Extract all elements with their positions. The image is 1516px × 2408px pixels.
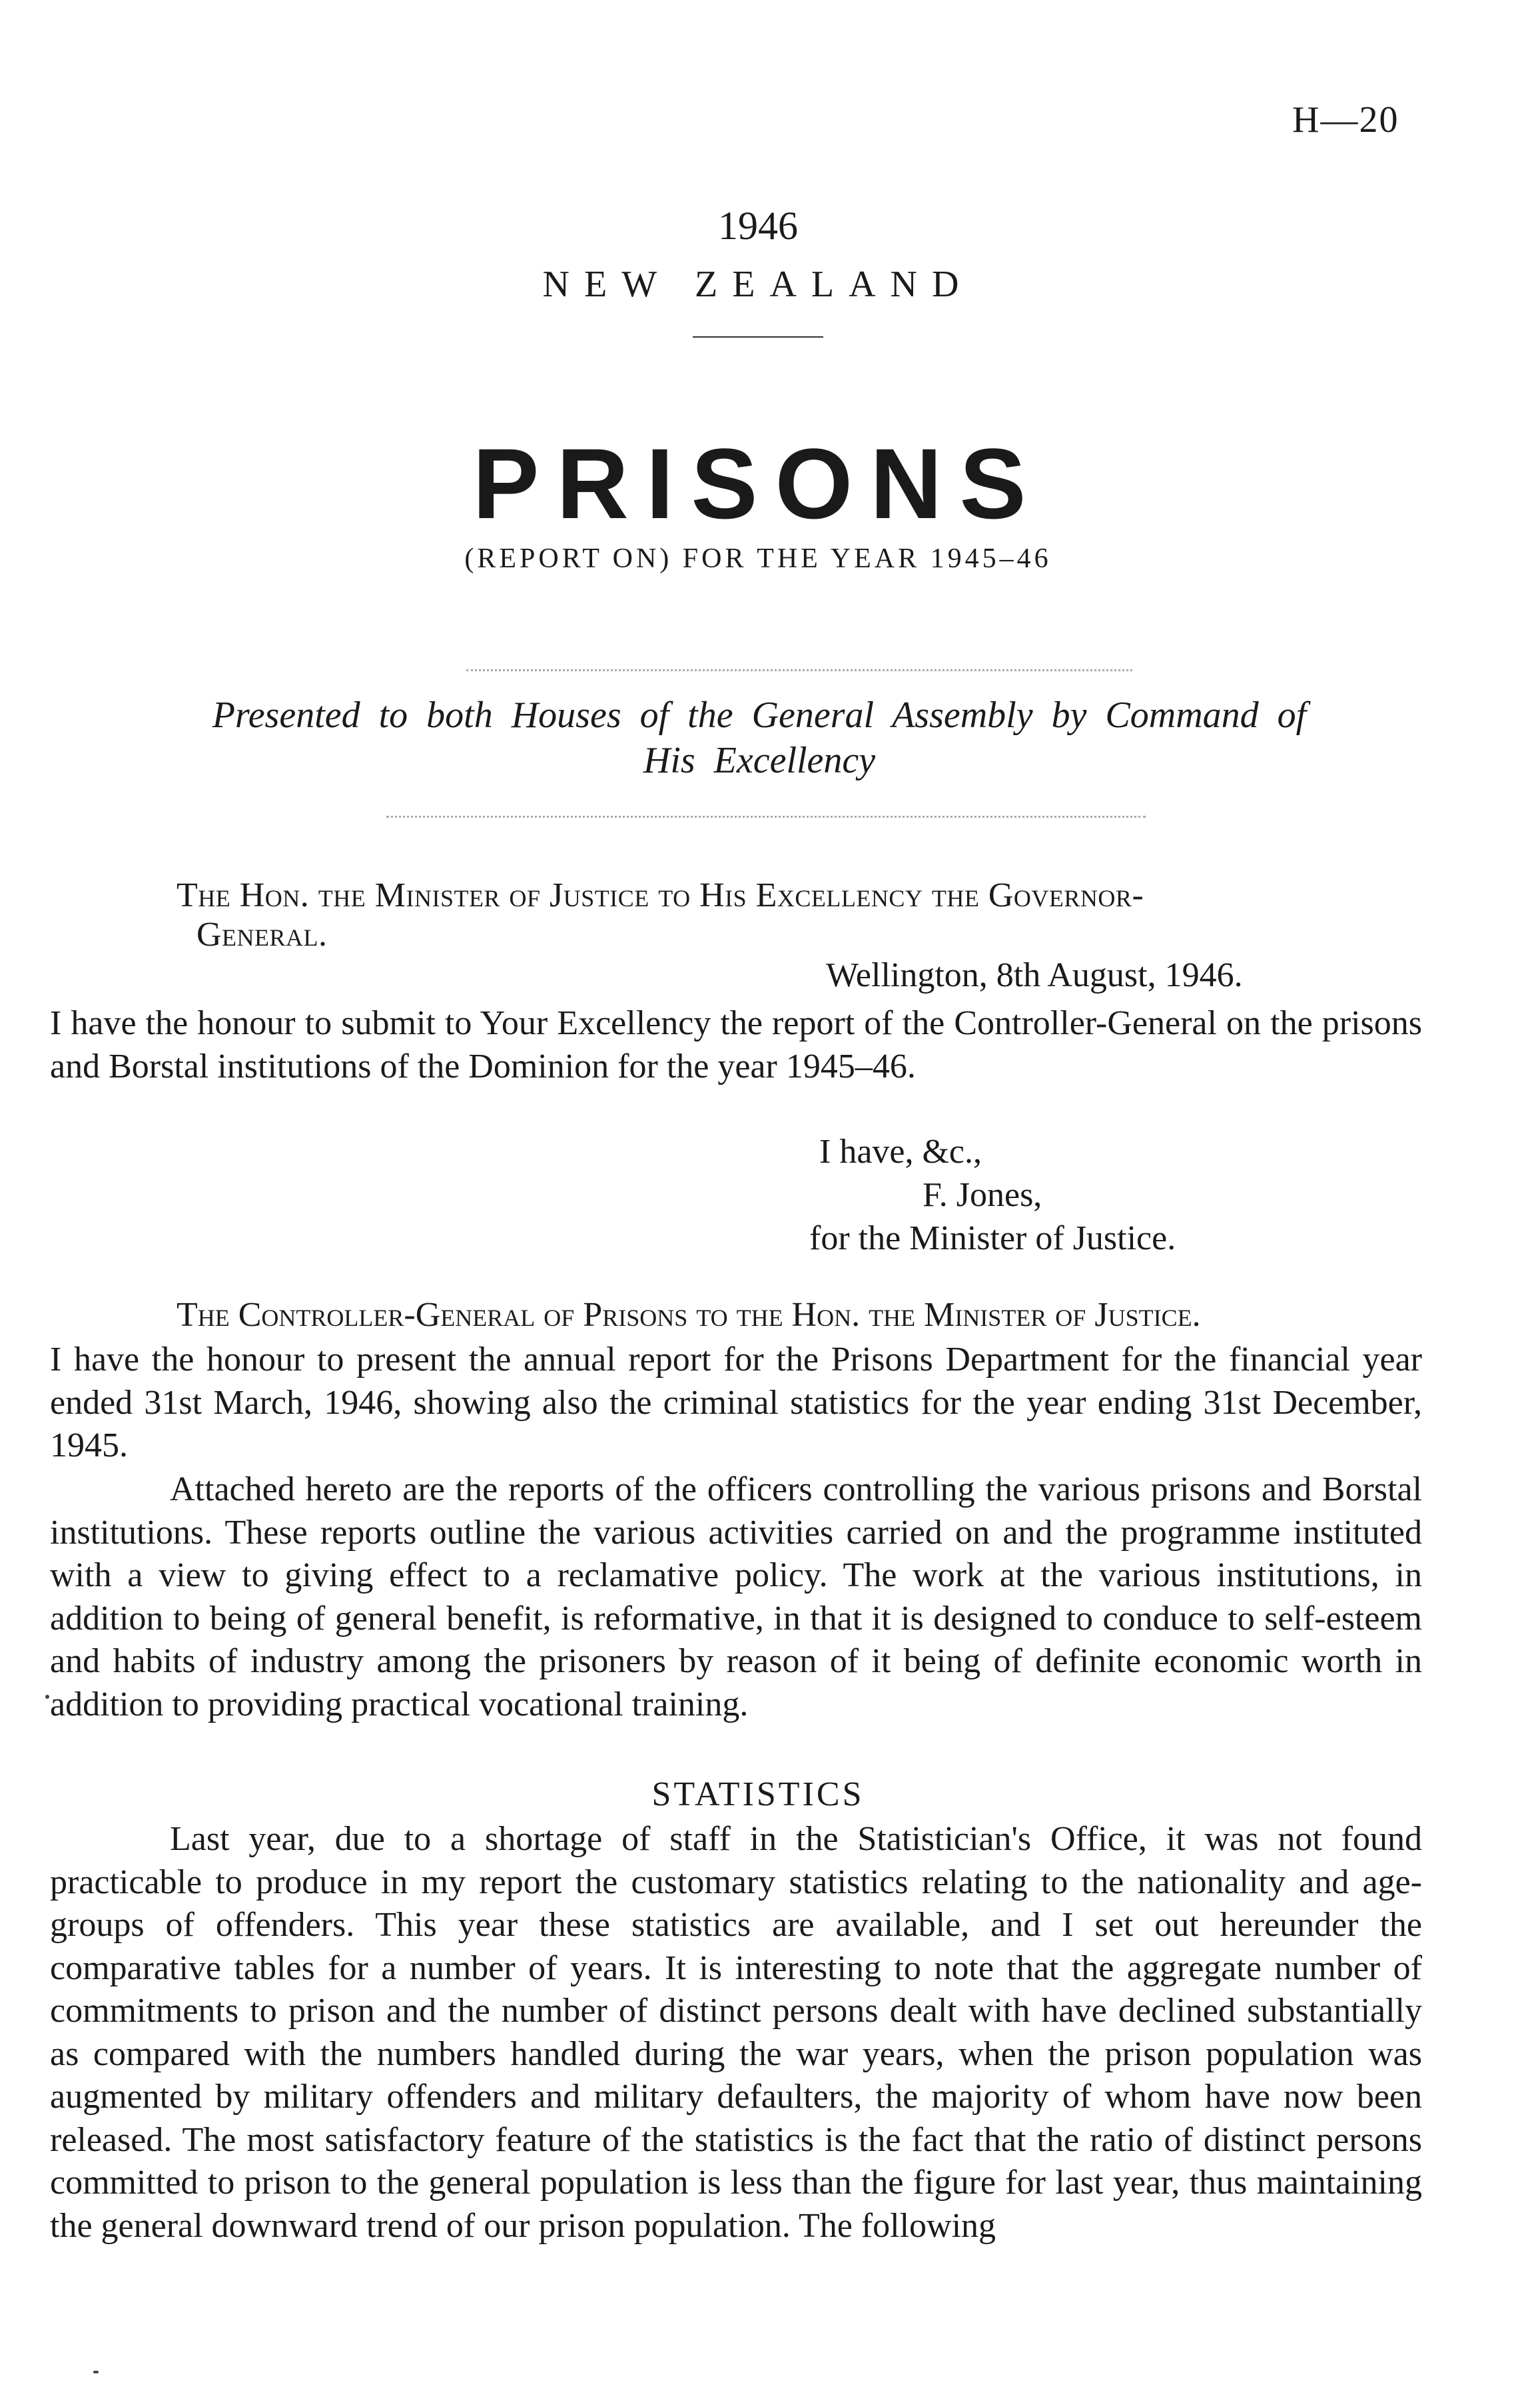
presented-line-2: His Excellency: [643, 740, 876, 781]
letter1-signatory: F. Jones,: [923, 1176, 1042, 1214]
letter1-address: [177, 876, 1429, 954]
letter1-signatory-role: for the Minister of Justice.: [809, 1219, 1176, 1257]
statistics-heading: STATISTICS: [651, 1775, 865, 1813]
country-heading: NEW ZEALAND: [542, 264, 974, 305]
report-title: PRISONS: [472, 428, 1044, 539]
short-rule: [693, 336, 823, 338]
publication-year: 1946: [718, 204, 798, 248]
letter1-address-line-1: The Hon. the Minister of Justice to His Excellency the Governor-: [177, 876, 1144, 914]
report-subtitle: (REPORT ON) FOR THE YEAR 1945–46: [464, 543, 1052, 574]
letter1-address-line-2: General.: [196, 916, 328, 954]
bottom-margin-mark: [93, 2371, 99, 2373]
presented-statement: [173, 693, 1345, 783]
page-reference: H—20: [1292, 99, 1399, 141]
letter2-address: The Controller-General of Prisons to the Hon. the Minister of Justice.: [177, 1296, 1201, 1334]
letter1-body: I have the honour to submit to Your Excellency the report of the Controller-General on the prisons and Borstal institutions of the Dominion for the year 1945–46.: [50, 1004, 1422, 1085]
statistics-paragraph: Last year, due to a shortage of staff in the Statistician's Office, it was not found practicable to produce in my report the customary statistics relating to the nationality and age-groups of offenders. This year these statistics are available, and I set out hereunder the comparative tables for a number of years. It is interesting to note that the aggregate number of commitments to prison and the number of distinct persons dealt with have declined substantially as compared with the numbers handled during the war years, when the prison population was augmented by military offenders and military defaulters, the majority of whom have now been released. The most satisfactory feature of the statistics is the fact that the ratio of distinct persons committed to prison to the general population is less than the figure for last year, thus maintaining the general downward trend of our prison population. The following: [50, 1820, 1422, 2245]
letter1-closing: I have, &c.,: [819, 1133, 982, 1171]
dotted-divider-bottom: [386, 816, 1146, 818]
letter2-paragraph-2: Attached hereto are the reports of the officers controlling the various prisons and Borstal institutions. These reports outline the various activities carried on and the programme instituted with a view to giving effect to a reclamative policy. The work at the various institutions, in addition to being of general benefit, is reformative, in that it is designed to conduce to self-esteem and habits of industry among the prisoners by reason of it being of definite economic worth in addition to providing practical vocational training.: [50, 1470, 1422, 1723]
letter2-paragraph-1: I have the honour to present the annual report for the Prisons Department for the financial year ended 31st March, 1946, showing also the criminal statistics for the year ending 31st December, 1945.: [50, 1341, 1422, 1464]
letter1-dateline: Wellington, 8th August, 1946.: [826, 956, 1243, 994]
dotted-divider-top: [466, 669, 1132, 671]
presented-line-1: Presented to both Houses of the General Assembly by Command of: [212, 695, 1307, 736]
margin-mark: [45, 1695, 49, 1699]
